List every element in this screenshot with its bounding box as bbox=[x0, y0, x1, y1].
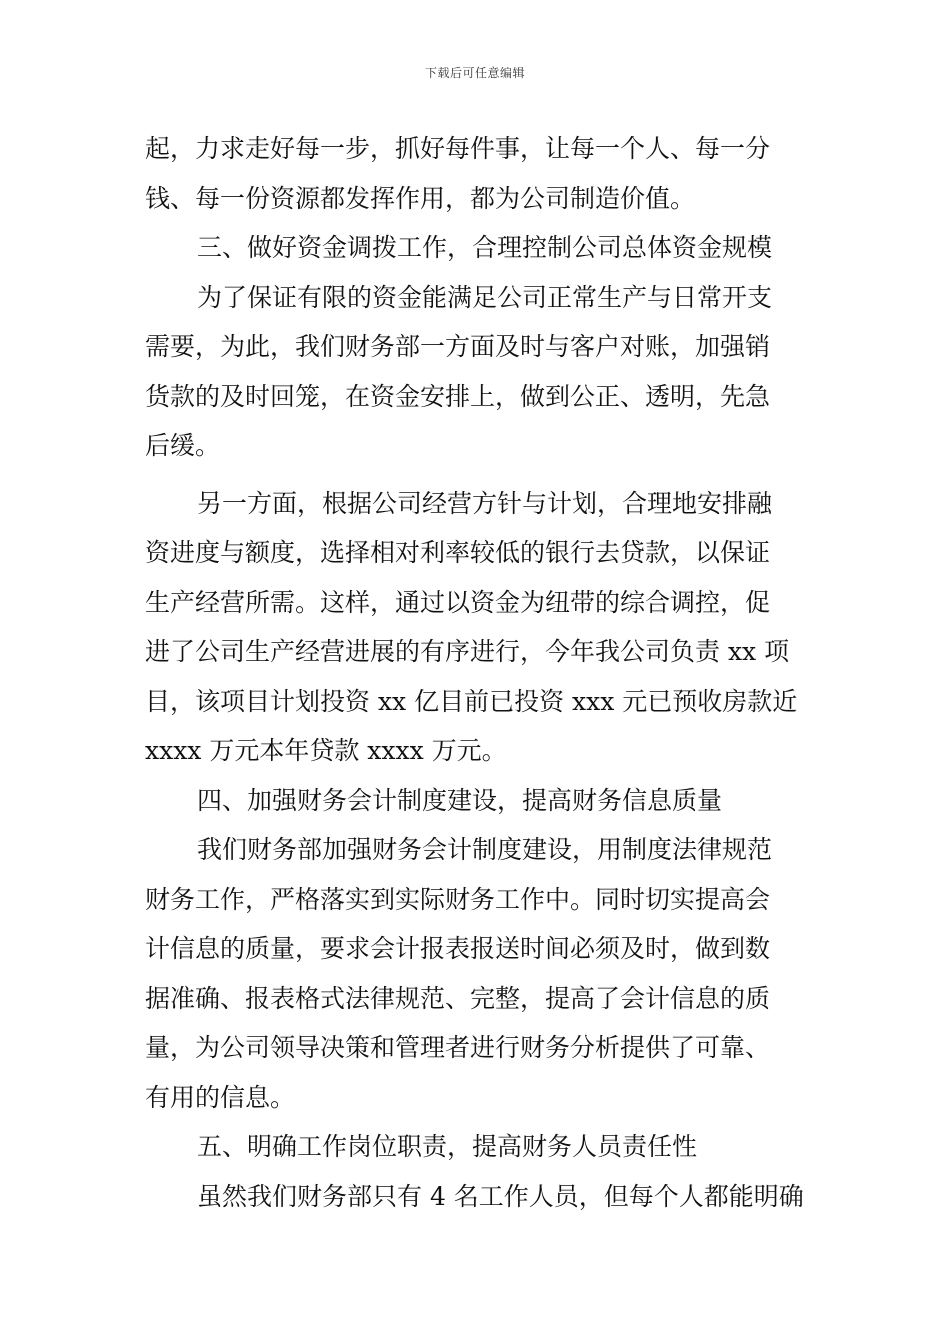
body-line: 钱、每一份资源都发挥作用，都为公司制造价值。 bbox=[145, 183, 696, 213]
body-line: 有用的信息。 bbox=[145, 1082, 296, 1112]
body-line: 目，该项目计划投资 xx 亿目前已投资 xxx 元已预收房款近 bbox=[145, 686, 798, 716]
section-heading-5: 五、明确工作岗位职责，提高财务人员责任性 bbox=[197, 1132, 698, 1161]
section-heading-4: 四、加强财务会计制度建设，提高财务信息质量 bbox=[197, 785, 723, 815]
document-body bbox=[145, 124, 810, 1221]
paragraph-start: 我们财务部加强财务会计制度建设，用制度法律规范 bbox=[197, 835, 773, 864]
paragraph-start: 虽然我们财务部只有 4 名工作人员，但每个人都能明确 bbox=[197, 1181, 804, 1211]
body-line: 据准确、报表格式法律规范、完整，提高了会计信息的质 bbox=[145, 983, 771, 1013]
section-heading-3: 三、做好资金调拨工作，合理控制公司总体资金规模 bbox=[197, 233, 773, 262]
body-line: 计信息的质量，要求会计报表报送时间必须及时，做到数 bbox=[145, 934, 771, 963]
page-header-note: 下载后可任意编辑 bbox=[424, 66, 525, 80]
paragraph-start: 另一方面，根据公司经营方针与计划，合理地安排融 bbox=[197, 488, 773, 518]
body-line: 财务工作，严格落实到实际财务工作中。同时切实提高会 bbox=[145, 884, 771, 914]
body-line: xxxx 万元本年贷款 xxxx 万元。 bbox=[145, 736, 507, 765]
body-line: 生产经营所需。这样，通过以资金为纽带的综合调控，促 bbox=[145, 587, 771, 617]
body-line: 进了公司生产经营进展的有序进行，今年我公司负责 xx 项 bbox=[145, 637, 790, 666]
body-line: 后缓。 bbox=[145, 431, 221, 460]
body-line: 量，为公司领导决策和管理者进行财务分析提供了可靠、 bbox=[145, 1033, 771, 1062]
body-line: 起，力求走好每一步，抓好每件事，让每一个人、每一分 bbox=[145, 134, 771, 163]
paragraph-gap bbox=[145, 471, 810, 479]
paragraph-start: 为了保证有限的资金能满足公司正常生产与日常开支 bbox=[197, 282, 773, 312]
body-line: 资进度与额度，选择相对利率较低的银行去贷款，以保证 bbox=[145, 538, 771, 567]
body-line: 货款的及时回笼，在资金安排上，做到公正、透明，先急 bbox=[145, 381, 771, 411]
body-line: 需要，为此，我们财务部一方面及时与客户对账，加强销 bbox=[145, 332, 771, 361]
